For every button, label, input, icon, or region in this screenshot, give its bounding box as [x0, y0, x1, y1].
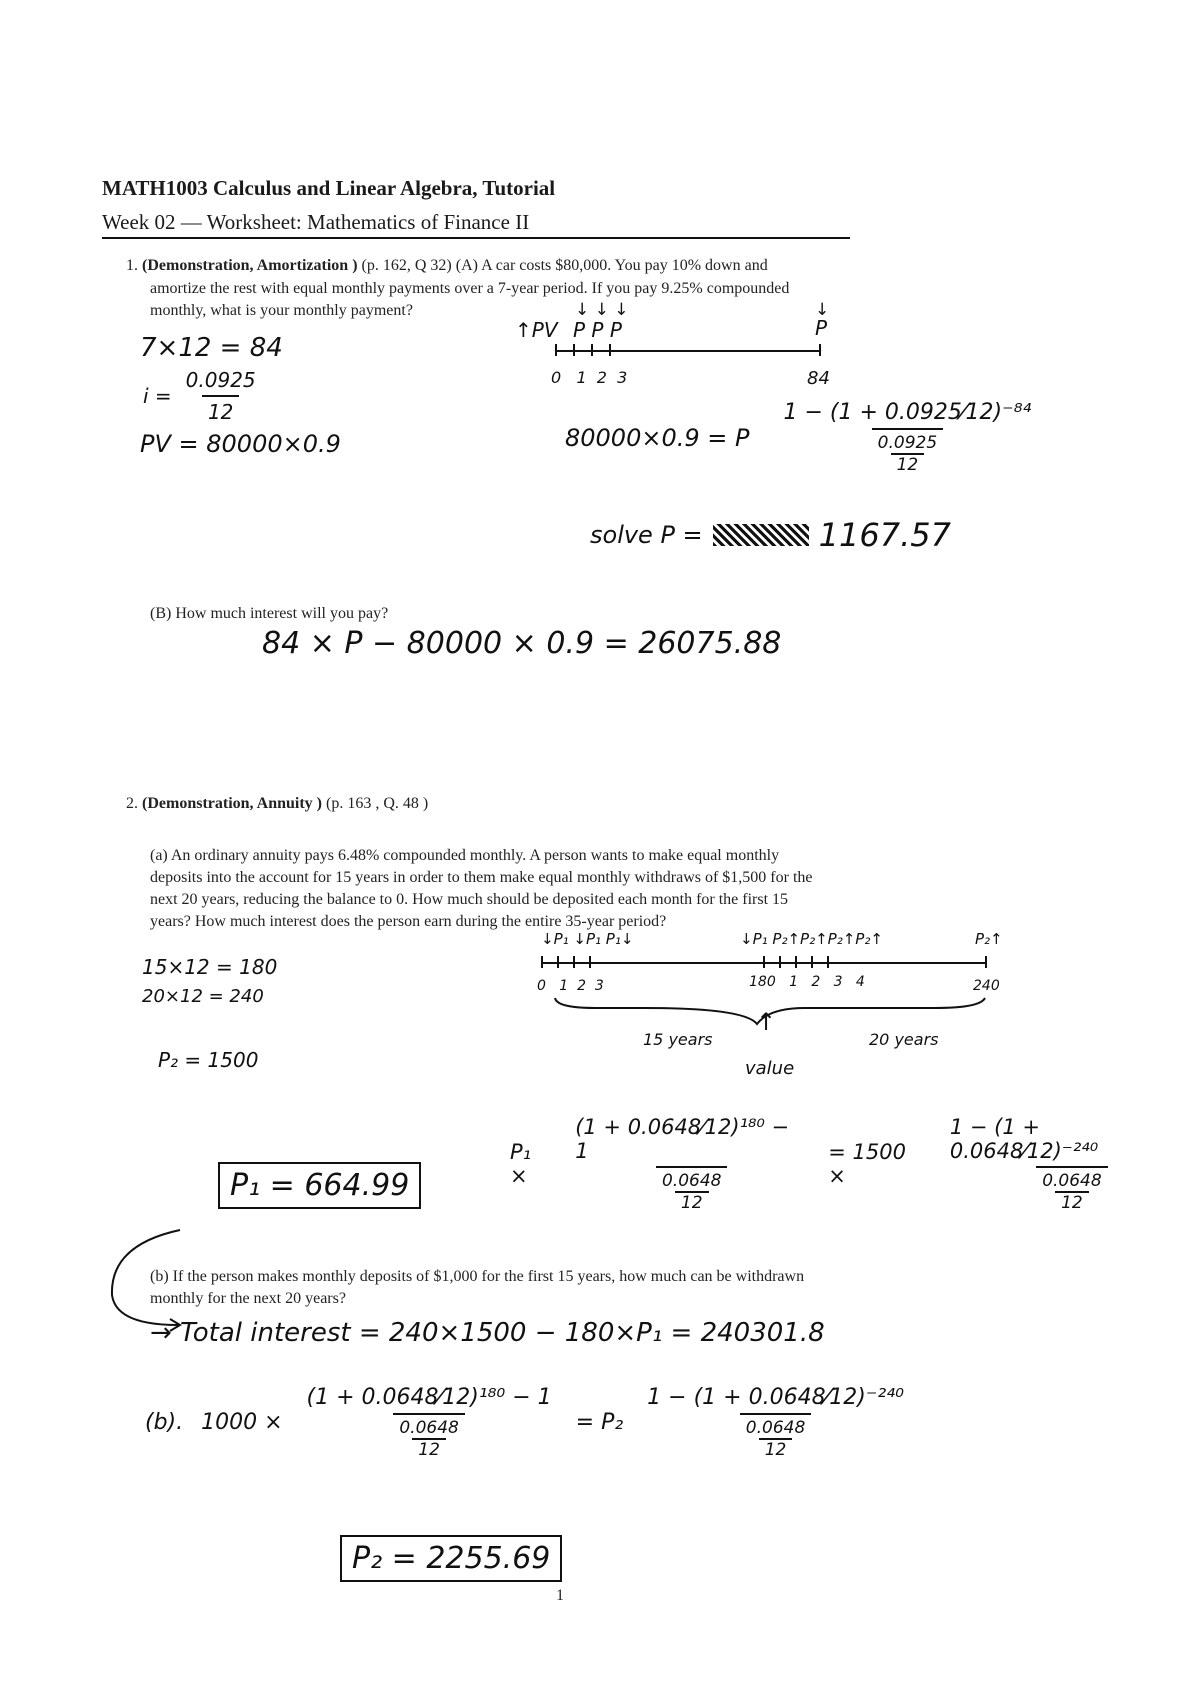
- q2-p1-eq-den: [656, 1166, 727, 1213]
- q2-p1-eq-den-den: 12: [675, 1191, 709, 1213]
- page-number: 1: [556, 1587, 564, 1604]
- q2-tl-labels-left: 0 1 2 3: [537, 978, 604, 994]
- q1-line3: monthly, what is your monthly payment?: [150, 302, 413, 319]
- q1-tl-arrows: ↓ ↓ ↓: [575, 300, 629, 320]
- q2-tl-label-end: 240: [973, 978, 1000, 994]
- course-title: MATH1003 Calculus and Linear Algebra, Tutorial: [102, 176, 556, 200]
- q2-tl-tick: [763, 956, 765, 968]
- q1-tl-end-label: 84: [807, 368, 830, 389]
- q2-b-line2: monthly for the next 20 years?: [150, 1290, 346, 1307]
- q2-tl-tick: [811, 956, 813, 968]
- q2-work-n2: 20×12 = 240: [142, 986, 264, 1007]
- q2-p1-eq-right-den-num: 0.0648: [1042, 1171, 1102, 1191]
- q2-tl-tick: [589, 956, 591, 968]
- q2-b-eq-right-numerator: 1 − (1 + 0.0648⁄12)⁻²⁴⁰: [647, 1385, 904, 1410]
- q1-line1: (A) A car costs $80,000. You pay 10% down and: [455, 257, 768, 274]
- question-2-text: [126, 793, 726, 815]
- q2-b-eq-mid: = P₂: [575, 1410, 624, 1435]
- q1-tl-end-arrow: ↓: [815, 300, 830, 320]
- q1-tl-tick: [573, 344, 575, 356]
- q1-line2: amortize the rest with equal monthly payments over a 7-year period. If you pay 9.25% compounded: [150, 280, 790, 297]
- question-1-text: [126, 255, 1016, 277]
- q2-p1-eq-mid: = 1500 ×: [828, 1140, 906, 1188]
- q1-eq-den: [872, 428, 943, 475]
- q1-tl-tick: [591, 344, 593, 356]
- q1-eq-num: 1 − (1 + 0.0925⁄12)⁻⁸⁴: [783, 400, 1032, 425]
- q1-number: 1.: [126, 257, 138, 274]
- q2-work-n1: 15×12 = 180: [142, 955, 278, 979]
- q1-work-pv: PV = 80000×0.9: [140, 430, 341, 458]
- q1-interest-equation: 84 × P − 80000 × 0.9 = 26075.88: [262, 626, 782, 661]
- q1-tl-ppp: P P P: [573, 318, 622, 342]
- q2-value-label: value: [745, 1058, 795, 1079]
- q2-b-right-fraction: [641, 1385, 910, 1460]
- q1-tl-tick: [819, 344, 821, 356]
- q2-p1-result: P₁ = 664.99: [218, 1162, 421, 1209]
- q2-p1-eq-numerator: (1 + 0.0648⁄12)¹⁸⁰ − 1: [575, 1115, 790, 1163]
- q2-b-eq-den: [393, 1413, 464, 1460]
- q1-work-i-fraction: [180, 368, 262, 424]
- q2-b-label: (b).: [145, 1410, 184, 1435]
- q2-tag: (Demonstration, Annuity ): [142, 795, 323, 812]
- q1-solve: [590, 516, 951, 554]
- q2-brace-left: 15 years: [643, 1030, 713, 1049]
- q1-eq-lhs: 80000×0.9 = P: [565, 423, 750, 452]
- q1-timeline: [515, 300, 845, 400]
- q2-tl-right-top: P₂↑: [975, 930, 1003, 948]
- q2-tl-tick: [779, 956, 781, 968]
- q1-work-i-lhs: i =: [143, 384, 172, 408]
- q1-eq-den-den: 12: [891, 453, 925, 475]
- q1-tl-axis: [555, 350, 820, 352]
- q1-ref: (p. 162, Q 32): [361, 257, 452, 274]
- q2-p1-eq-right-den-den: 12: [1055, 1191, 1089, 1213]
- q2-b-eq-left: 1000 ×: [201, 1410, 283, 1435]
- q1-eq-fraction: [777, 400, 1037, 475]
- up-arrow-icon: ↑: [756, 1008, 777, 1036]
- q2-tl-tick: [541, 956, 543, 968]
- q2-b-equation: [145, 1385, 910, 1460]
- q1-work-i-den: 12: [202, 395, 239, 424]
- q2-tl-tick: [795, 956, 797, 968]
- q2-timeline: [535, 930, 1005, 1070]
- q1-solve-value: 1167.57: [818, 516, 951, 554]
- q1-solve-label: solve P =: [590, 521, 703, 549]
- q1-tl-end-p: P: [815, 316, 828, 340]
- q2-p1-fraction: [569, 1115, 814, 1213]
- q1-tl-labels: 0 1 2 3: [551, 368, 628, 387]
- q2-work-p2: P₂ = 1500: [158, 1048, 259, 1072]
- q2-brace-right: 20 years: [869, 1030, 939, 1049]
- q2-tl-mid-top: ↓P₁ P₂↑P₂↑P₂↑P₂↑: [740, 930, 883, 948]
- q2-p1-eq-right-numerator: 1 − (1 + 0.0648⁄12)⁻²⁴⁰: [949, 1115, 1099, 1163]
- q2-ref: (p. 163 , Q. 48 ): [326, 795, 429, 812]
- q1-tl-pv: ↑PV: [515, 318, 558, 342]
- q2-tl-tick: [827, 956, 829, 968]
- q2-b-eq-den-den: 12: [412, 1438, 446, 1460]
- q2-total-interest: → Total interest = 240×1500 − 180×P₁ = 240301.8: [150, 1318, 825, 1348]
- q2-p1-right-fraction: [944, 1115, 1200, 1213]
- q1-tl-tick: [555, 344, 557, 356]
- q2-p2-result: P₂ = 2255.69: [340, 1535, 562, 1582]
- q2-a-line1: (a) An ordinary annuity pays 6.48% compounded monthly. A person wants to make equal monthly: [150, 847, 780, 864]
- q1-work-i: [143, 368, 262, 424]
- q2-tl-labels-mid: 180 1 2 3 4: [749, 974, 865, 990]
- q2-p1-equation: [510, 1115, 1200, 1213]
- q1-amortization-equation: [565, 400, 1037, 475]
- q2-tl-left-top: ↓P₁ ↓P₁ P₁↓: [541, 930, 634, 948]
- q2-b-eq-right-den-num: 0.0648: [745, 1418, 806, 1438]
- q2-tl-tick: [985, 956, 987, 968]
- q2-b-line1: (b) If the person makes monthly deposits of $1,000 for the first 15 years, how much can be withdrawn: [150, 1268, 805, 1285]
- q1-work-n: 7×12 = 84: [140, 333, 283, 363]
- q2-b-eq-right-den-den: 12: [759, 1438, 793, 1460]
- q1-tl-tick: [609, 344, 611, 356]
- q2-p1-eq-den-num: 0.0648: [661, 1171, 722, 1191]
- q1-work-i-num: 0.0925: [185, 368, 256, 392]
- q1-part-b: (B) How much interest will you pay?: [150, 605, 389, 622]
- q2-b-eq-numerator: (1 + 0.0648⁄12)¹⁸⁰ − 1: [306, 1385, 552, 1410]
- q2-b-eq-right-den: [740, 1413, 811, 1460]
- q2-tl-tick: [573, 956, 575, 968]
- q2-tl-tick: [557, 956, 559, 968]
- q2-a-line2: deposits into the account for 15 years in order to them make equal monthly withdraws of $1,500 for the: [150, 869, 813, 886]
- week-subtitle: Week 02 — Worksheet: Mathematics of Finance II: [102, 210, 850, 239]
- q2-b-eq-den-num: 0.0648: [399, 1418, 459, 1438]
- q2-a-line3: next 20 years, reducing the balance to 0. How much should be deposited each month for the first 15: [150, 891, 789, 908]
- q2-a-line4: years? How much interest does the person earn during the entire 35-year period?: [150, 913, 667, 930]
- q1-eq-den-num: 0.0925: [877, 433, 938, 453]
- q2-b-fraction: [301, 1385, 558, 1460]
- q1-tag: (Demonstration, Amortization ): [142, 257, 358, 274]
- q2-p1-eq-left: P₁ ×: [510, 1140, 532, 1188]
- crossed-out-scribble: [713, 524, 809, 546]
- q2-number: 2.: [126, 795, 138, 812]
- q2-p1-eq-right-den: [1036, 1166, 1107, 1213]
